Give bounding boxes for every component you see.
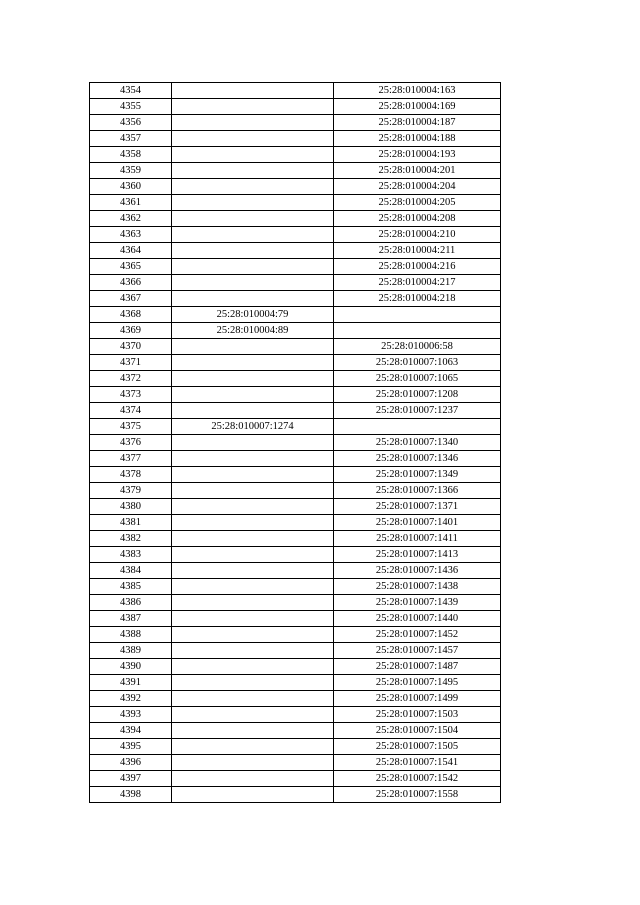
cadastral-number-col3-cell: 25:28:010007:1439	[334, 595, 501, 611]
row-number-cell: 4391	[90, 675, 172, 691]
row-number-cell: 4378	[90, 467, 172, 483]
cadastral-number-col2-cell	[172, 515, 334, 531]
table-row	[90, 115, 501, 131]
table-row	[90, 691, 501, 707]
cadastral-number-col3-cell: 25:28:010007:1349	[334, 467, 501, 483]
cadastral-number-col2-cell	[172, 483, 334, 499]
table-row	[90, 675, 501, 691]
cadastral-number-col3-cell: 25:28:010007:1346	[334, 451, 501, 467]
cadastral-number-col2-cell	[172, 499, 334, 515]
row-number-cell: 4390	[90, 659, 172, 675]
row-number-cell: 4365	[90, 259, 172, 275]
cadastral-number-col2-cell	[172, 387, 334, 403]
table-row	[90, 515, 501, 531]
table-row	[90, 531, 501, 547]
cadastral-number-col3-cell: 25:28:010007:1542	[334, 771, 501, 787]
row-number-cell: 4358	[90, 147, 172, 163]
cadastral-number-col2-cell	[172, 595, 334, 611]
cadastral-number-col3-cell: 25:28:010004:163	[334, 83, 501, 99]
table-row	[90, 179, 501, 195]
table-row	[90, 403, 501, 419]
cadastral-number-col3-cell: 25:28:010007:1371	[334, 499, 501, 515]
row-number-cell: 4354	[90, 83, 172, 99]
cadastral-number-col2-cell	[172, 643, 334, 659]
table-row	[90, 595, 501, 611]
row-number-cell: 4381	[90, 515, 172, 531]
cadastral-number-col3-cell: 25:28:010007:1208	[334, 387, 501, 403]
cadastral-number-col2-cell	[172, 659, 334, 675]
row-number-cell: 4394	[90, 723, 172, 739]
table-row	[90, 131, 501, 147]
row-number-cell: 4359	[90, 163, 172, 179]
row-number-cell: 4382	[90, 531, 172, 547]
row-number-cell: 4372	[90, 371, 172, 387]
cadastral-number-col2-cell	[172, 259, 334, 275]
cadastral-number-col3-cell: 25:28:010007:1495	[334, 675, 501, 691]
cadastral-number-col2-cell	[172, 243, 334, 259]
cadastral-number-col3-cell: 25:28:010004:204	[334, 179, 501, 195]
row-number-cell: 4367	[90, 291, 172, 307]
table-row	[90, 771, 501, 787]
row-number-cell: 4362	[90, 211, 172, 227]
table-row	[90, 723, 501, 739]
row-number-cell: 4397	[90, 771, 172, 787]
table-row	[90, 83, 501, 99]
table-row	[90, 243, 501, 259]
cadastral-number-col2-cell	[172, 467, 334, 483]
row-number-cell: 4385	[90, 579, 172, 595]
cadastral-number-col3-cell: 25:28:010007:1401	[334, 515, 501, 531]
cadastral-number-col3-cell: 25:28:010004:210	[334, 227, 501, 243]
table-row	[90, 195, 501, 211]
cadastral-number-col2-cell	[172, 99, 334, 115]
table-row	[90, 147, 501, 163]
row-number-cell: 4398	[90, 787, 172, 803]
cadastral-number-col2-cell	[172, 163, 334, 179]
cadastral-number-col3-cell: 25:28:010004:205	[334, 195, 501, 211]
cadastral-number-col3-cell: 25:28:010004:208	[334, 211, 501, 227]
cadastral-number-col3-cell: 25:28:010004:193	[334, 147, 501, 163]
table-body	[90, 83, 501, 803]
table-row	[90, 355, 501, 371]
row-number-cell: 4357	[90, 131, 172, 147]
cadastral-number-col3-cell: 25:28:010004:187	[334, 115, 501, 131]
row-number-cell: 4377	[90, 451, 172, 467]
table-row	[90, 419, 501, 435]
table-row	[90, 371, 501, 387]
cadastral-number-col2-cell	[172, 435, 334, 451]
table-row	[90, 579, 501, 595]
cadastral-number-col2-cell	[172, 723, 334, 739]
cadastral-number-col3-cell: 25:28:010007:1063	[334, 355, 501, 371]
cadastral-number-col2-cell: 25:28:010007:1274	[172, 419, 334, 435]
table-row	[90, 451, 501, 467]
cadastral-number-col2-cell	[172, 739, 334, 755]
row-number-cell: 4363	[90, 227, 172, 243]
cadastral-number-col2-cell	[172, 771, 334, 787]
cadastral-number-col2-cell: 25:28:010004:89	[172, 323, 334, 339]
cadastral-number-col2-cell	[172, 403, 334, 419]
table-row	[90, 275, 501, 291]
cadastral-number-col2-cell	[172, 291, 334, 307]
cadastral-number-col2-cell	[172, 275, 334, 291]
table-row	[90, 707, 501, 723]
cadastral-number-col3-cell: 25:28:010007:1411	[334, 531, 501, 547]
cadastral-number-col2-cell	[172, 179, 334, 195]
row-number-cell: 4370	[90, 339, 172, 355]
cadastral-number-col2-cell	[172, 755, 334, 771]
row-number-cell: 4356	[90, 115, 172, 131]
row-number-cell: 4374	[90, 403, 172, 419]
row-number-cell: 4368	[90, 307, 172, 323]
row-number-cell: 4355	[90, 99, 172, 115]
cadastral-number-col3-cell: 25:28:010007:1504	[334, 723, 501, 739]
row-number-cell: 4380	[90, 499, 172, 515]
row-number-cell: 4387	[90, 611, 172, 627]
table-row	[90, 227, 501, 243]
table-row	[90, 99, 501, 115]
cadastral-number-col2-cell	[172, 611, 334, 627]
cadastral-number-col2-cell	[172, 227, 334, 243]
cadastral-number-col3-cell: 25:28:010007:1413	[334, 547, 501, 563]
cadastral-number-col2-cell	[172, 675, 334, 691]
table-row	[90, 307, 501, 323]
cadastral-number-col3-cell: 25:28:010007:1457	[334, 643, 501, 659]
table-row	[90, 259, 501, 275]
row-number-cell: 4375	[90, 419, 172, 435]
cadastral-number-col3-cell: 25:28:010007:1438	[334, 579, 501, 595]
cadastral-number-col2-cell	[172, 355, 334, 371]
cadastral-number-col2-cell	[172, 211, 334, 227]
table-row	[90, 611, 501, 627]
cadastral-number-col3-cell: 25:28:010006:58	[334, 339, 501, 355]
cadastral-number-col3-cell: 25:28:010007:1541	[334, 755, 501, 771]
table-row	[90, 467, 501, 483]
row-number-cell: 4379	[90, 483, 172, 499]
cadastral-number-col2-cell	[172, 787, 334, 803]
row-number-cell: 4396	[90, 755, 172, 771]
row-number-cell: 4395	[90, 739, 172, 755]
row-number-cell: 4369	[90, 323, 172, 339]
cadastral-number-col2-cell	[172, 531, 334, 547]
cadastral-number-col3-cell: 25:28:010004:211	[334, 243, 501, 259]
cadastral-number-col3-cell: 25:28:010007:1340	[334, 435, 501, 451]
cadastral-number-col2-cell	[172, 691, 334, 707]
cadastral-number-col2-cell	[172, 579, 334, 595]
cadastral-number-col2-cell	[172, 547, 334, 563]
table-row	[90, 323, 501, 339]
table-row	[90, 739, 501, 755]
cadastral-number-col3-cell: 25:28:010004:216	[334, 259, 501, 275]
cadastral-number-col3-cell: 25:28:010004:169	[334, 99, 501, 115]
cadastral-number-col3-cell: 25:28:010007:1558	[334, 787, 501, 803]
table-row	[90, 483, 501, 499]
cadastral-number-col3-cell: 25:28:010007:1499	[334, 691, 501, 707]
table-row	[90, 387, 501, 403]
table-row	[90, 499, 501, 515]
cadastral-number-col3-cell: 25:28:010007:1237	[334, 403, 501, 419]
cadastral-number-col3-cell	[334, 323, 501, 339]
row-number-cell: 4364	[90, 243, 172, 259]
table-row	[90, 755, 501, 771]
row-number-cell: 4373	[90, 387, 172, 403]
cadastral-number-col3-cell: 25:28:010007:1503	[334, 707, 501, 723]
cadastral-number-col2-cell	[172, 195, 334, 211]
cadastral-number-col3-cell: 25:28:010007:1487	[334, 659, 501, 675]
cadastral-number-col2-cell	[172, 563, 334, 579]
cadastral-number-col2-cell	[172, 707, 334, 723]
row-number-cell: 4386	[90, 595, 172, 611]
cadastral-number-col3-cell: 25:28:010004:217	[334, 275, 501, 291]
row-number-cell: 4393	[90, 707, 172, 723]
row-number-cell: 4366	[90, 275, 172, 291]
cadastral-number-col2-cell	[172, 115, 334, 131]
row-number-cell: 4376	[90, 435, 172, 451]
cadastral-number-col3-cell: 25:28:010004:218	[334, 291, 501, 307]
cadastral-number-col3-cell: 25:28:010004:188	[334, 131, 501, 147]
table-row	[90, 563, 501, 579]
cadastral-number-col2-cell: 25:28:010004:79	[172, 307, 334, 323]
cadastral-number-col2-cell	[172, 83, 334, 99]
row-number-cell: 4383	[90, 547, 172, 563]
cadastral-number-col3-cell: 25:28:010007:1452	[334, 627, 501, 643]
cadastral-number-col3-cell	[334, 307, 501, 323]
row-number-cell: 4388	[90, 627, 172, 643]
cadastral-number-col3-cell: 25:28:010007:1366	[334, 483, 501, 499]
cadastral-number-col2-cell	[172, 451, 334, 467]
table-row	[90, 627, 501, 643]
cadastral-number-col3-cell: 25:28:010007:1436	[334, 563, 501, 579]
cadastral-number-col2-cell	[172, 131, 334, 147]
row-number-cell: 4384	[90, 563, 172, 579]
cadastral-number-col3-cell: 25:28:010004:201	[334, 163, 501, 179]
cadastral-number-col3-cell: 25:28:010007:1440	[334, 611, 501, 627]
cadastral-number-col3-cell	[334, 419, 501, 435]
table-row	[90, 163, 501, 179]
cadastral-number-col3-cell: 25:28:010007:1065	[334, 371, 501, 387]
table-row	[90, 339, 501, 355]
cadastral-number-col2-cell	[172, 339, 334, 355]
cadastral-number-col2-cell	[172, 147, 334, 163]
table-row	[90, 211, 501, 227]
cadastral-number-col2-cell	[172, 627, 334, 643]
row-number-cell: 4361	[90, 195, 172, 211]
table-row	[90, 435, 501, 451]
cadastral-number-col2-cell	[172, 371, 334, 387]
table-row	[90, 787, 501, 803]
row-number-cell: 4392	[90, 691, 172, 707]
cadastral-number-col3-cell: 25:28:010007:1505	[334, 739, 501, 755]
table-row	[90, 643, 501, 659]
table-row	[90, 659, 501, 675]
table-row	[90, 547, 501, 563]
row-number-cell: 4371	[90, 355, 172, 371]
cadastral-table	[89, 82, 501, 803]
row-number-cell: 4360	[90, 179, 172, 195]
table-row	[90, 291, 501, 307]
row-number-cell: 4389	[90, 643, 172, 659]
